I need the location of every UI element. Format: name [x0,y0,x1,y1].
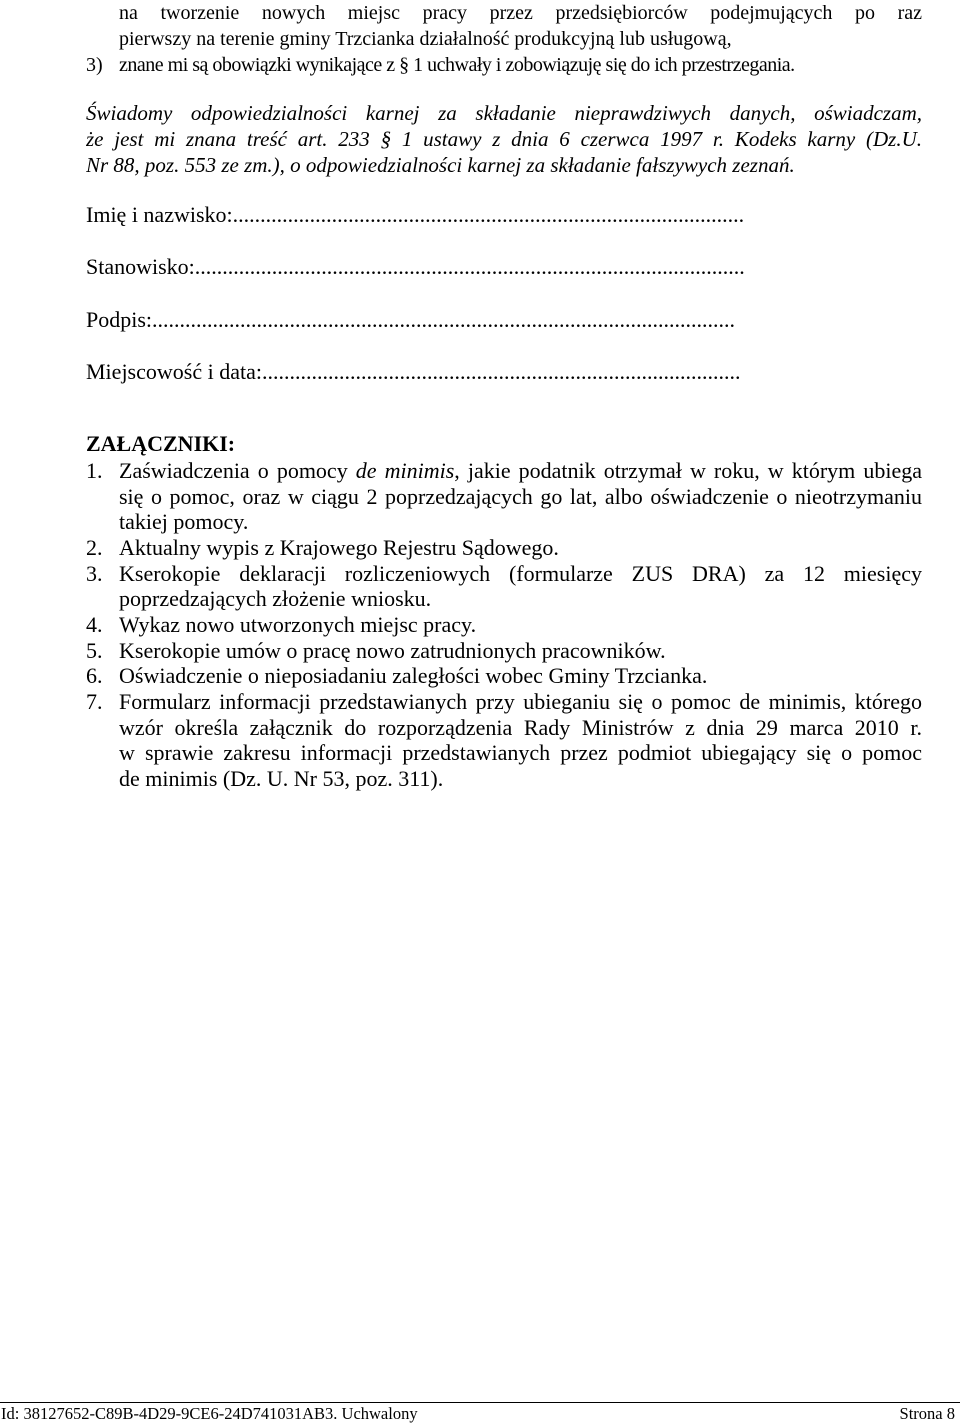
field-place-date [86,359,740,385]
field-dots: ....................................................................................... [261,359,741,384]
statement-line: Świadomy odpowiedzialności karnej za składanie nieprawdziwych danych, oświadczam, [86,101,922,125]
field-dots: ............................................................................................. [232,202,745,227]
attachment-item [86,638,922,664]
field-label: Imię i nazwisko: [86,202,233,227]
field-position [86,254,745,280]
attachment-number: 2. [86,534,103,560]
attachment-line: w sprawie zakresu informacji przedstawianych przez podmiot ubiegający się o pomoc [119,740,922,766]
field-name [86,202,744,228]
statement-paragraph [86,100,922,178]
attachment-number: 4. [86,611,103,637]
attachment-line: de minimis (Dz. U. Nr 53, poz. 311). [119,765,444,791]
attachments-list [86,458,922,792]
attachment-line: Aktualny wypis z Krajowego Rejestru Sądowego. [119,534,559,560]
field-signature [86,307,735,333]
continuation-paragraph [119,0,922,52]
list-number: 3) [86,54,103,76]
attachment-number: 1. [86,458,103,483]
field-label: Miejscowość i data: [86,359,262,384]
attachment-line: Oświadczenie o nieposiadaniu zaległości wobec Gminy Trzcianka. [119,663,708,689]
footer-page-number: Strona 8 [899,1404,955,1423]
attachment-item [86,612,922,638]
paragraph-line: na tworzenie nowych miejsc pracy przez przedsiębiorców podejmujących po raz [119,2,922,24]
attachment-line: Wykaz nowo utworzonych miejsc pracy. [119,611,477,637]
paragraph-line: pierwszy na terenie gminy Trzcianka działalność produkcyjną lub usługową, [119,28,732,50]
text-segment: , jakie podatnik otrzymał w roku, w którym ubiega [454,458,922,483]
attachment-line: Formularz informacji przedstawianych przy ubieganiu się o pomoc de minimis, którego [119,688,922,714]
footer-document-id: Id: 38127652-C89B-4D29-9CE6-24D741031AB3. Uchwalony [1,1404,418,1423]
field-dots: .................................................................................................... [194,254,745,279]
attachment-line [119,458,922,484]
footer-rule [0,1402,960,1403]
attachment-number: 5. [86,637,103,663]
attachment-line: wzór określa załącznik do rozporządzenia Rady Ministrów z dnia 29 marca 2010 r. [119,714,922,740]
attachment-line: Kserokopie umów o pracę nowo zatrudnionych pracowników. [119,637,666,663]
attachments-heading: ZAŁĄCZNIKI: [86,431,236,456]
attachment-number: 7. [86,688,103,714]
attachment-line: takiej pomocy. [119,509,249,535]
attachment-item [86,535,922,561]
statement-line: Nr 88, poz. 553 ze zm.), o odpowiedzialności karnej za składanie fałszywych zeznań. [86,153,795,177]
attachment-item [86,689,922,792]
statement-line: że jest mi znana treść art. 233 § 1 ustawy z dnia 6 czerwca 1997 r. Kodeks karny (Dz.U. [86,127,922,151]
attachment-item [86,458,922,535]
attachment-number: 6. [86,663,103,689]
attachment-item [86,663,922,689]
attachment-line: się o pomoc, oraz w ciągu 2 poprzedzających go lat, albo oświadczenie o nieotrzymaniu [119,483,922,509]
attachment-item [86,561,922,612]
attachment-number: 3. [86,560,103,586]
field-label: Podpis: [86,307,153,332]
list-item-text: znane mi są obowiązki wynikające z § 1 uchwały i zobowiązuję się do ich przestrzegania. [119,54,795,76]
attachment-line: Kserokopie deklaracji rozliczeniowych (formularze ZUS DRA) za 12 miesięcy [119,560,922,586]
field-dots: .......................................................................................................... [152,307,736,332]
attachment-line: poprzedzających złożenie wniosku. [119,586,432,612]
field-label: Stanowisko: [86,254,195,279]
text-segment: Zaświadczenia o pomocy [119,458,356,483]
latin-term: de minimis [355,458,455,483]
